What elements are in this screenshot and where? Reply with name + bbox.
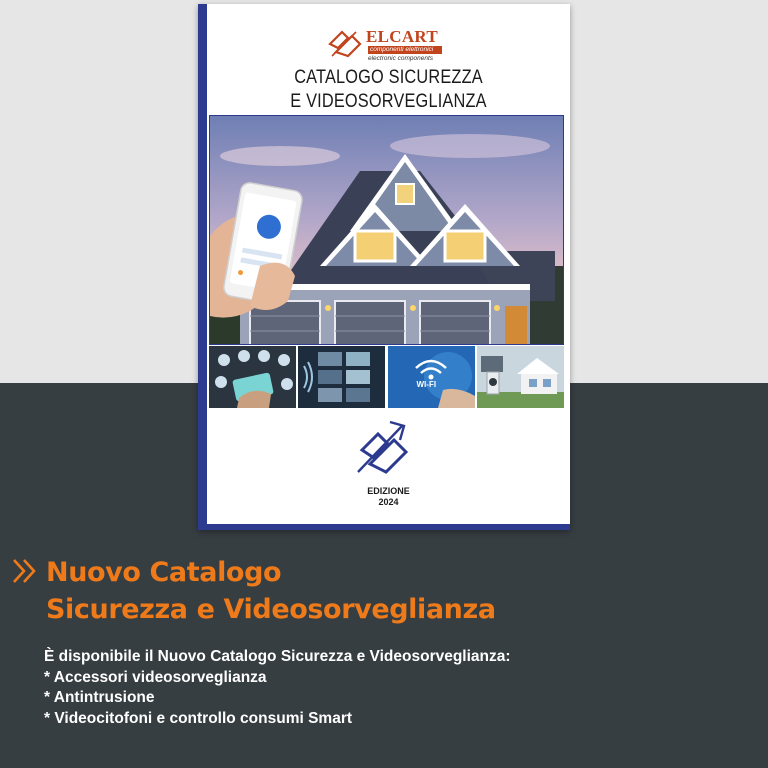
tile-outdoor-camera: [477, 346, 564, 408]
headline-line-1: Nuovo Catalogo: [46, 557, 282, 588]
list-item: * Antintrusione: [44, 689, 155, 706]
cover-hero-house-image: [209, 115, 564, 345]
brand-subtitle-en: electronic components: [368, 55, 434, 62]
brand-subtitle-it: componenti elettronici: [368, 46, 442, 54]
elcart-logo-icon: [326, 26, 364, 62]
tile-surveillance-monitor: [298, 346, 385, 408]
tile-smart-home: [209, 346, 296, 408]
brand-name: ELCART: [366, 27, 439, 46]
headline-line-2: Sicurezza e Videosorveglianza: [46, 594, 496, 625]
cover-spine: [198, 4, 207, 530]
catalog-cover[interactable]: [198, 4, 570, 530]
double-chevron-right-icon: [12, 557, 40, 585]
cover-title: [232, 66, 544, 114]
tile-wifi: [388, 346, 475, 408]
cover-title-line-2: E VIDEOSORVEGLIANZA: [290, 91, 487, 112]
description: [44, 647, 511, 729]
edition-info: [207, 486, 570, 508]
cover-bottom-bar: [198, 524, 570, 530]
tile-wifi-label: WI-FI: [416, 380, 437, 389]
cover-feature-tiles: [209, 346, 564, 408]
cover-title-line-1: CATALOGO SICUREZZA: [294, 67, 483, 88]
description-intro: È disponibile il Nuovo Catalogo Sicurezza e Videosorveglianza:: [44, 648, 511, 665]
edition-year: 2024: [378, 497, 399, 507]
list-item: * Videocitofoni e controllo consumi Smart: [44, 709, 353, 727]
edition-logo-icon: [348, 414, 420, 482]
elcart-logo: [326, 26, 466, 66]
house-illustration: [210, 116, 564, 345]
list-item: * Accessori videosorveglianza: [44, 668, 267, 686]
headline: [46, 554, 496, 628]
edition-label: EDIZIONE: [367, 486, 410, 496]
